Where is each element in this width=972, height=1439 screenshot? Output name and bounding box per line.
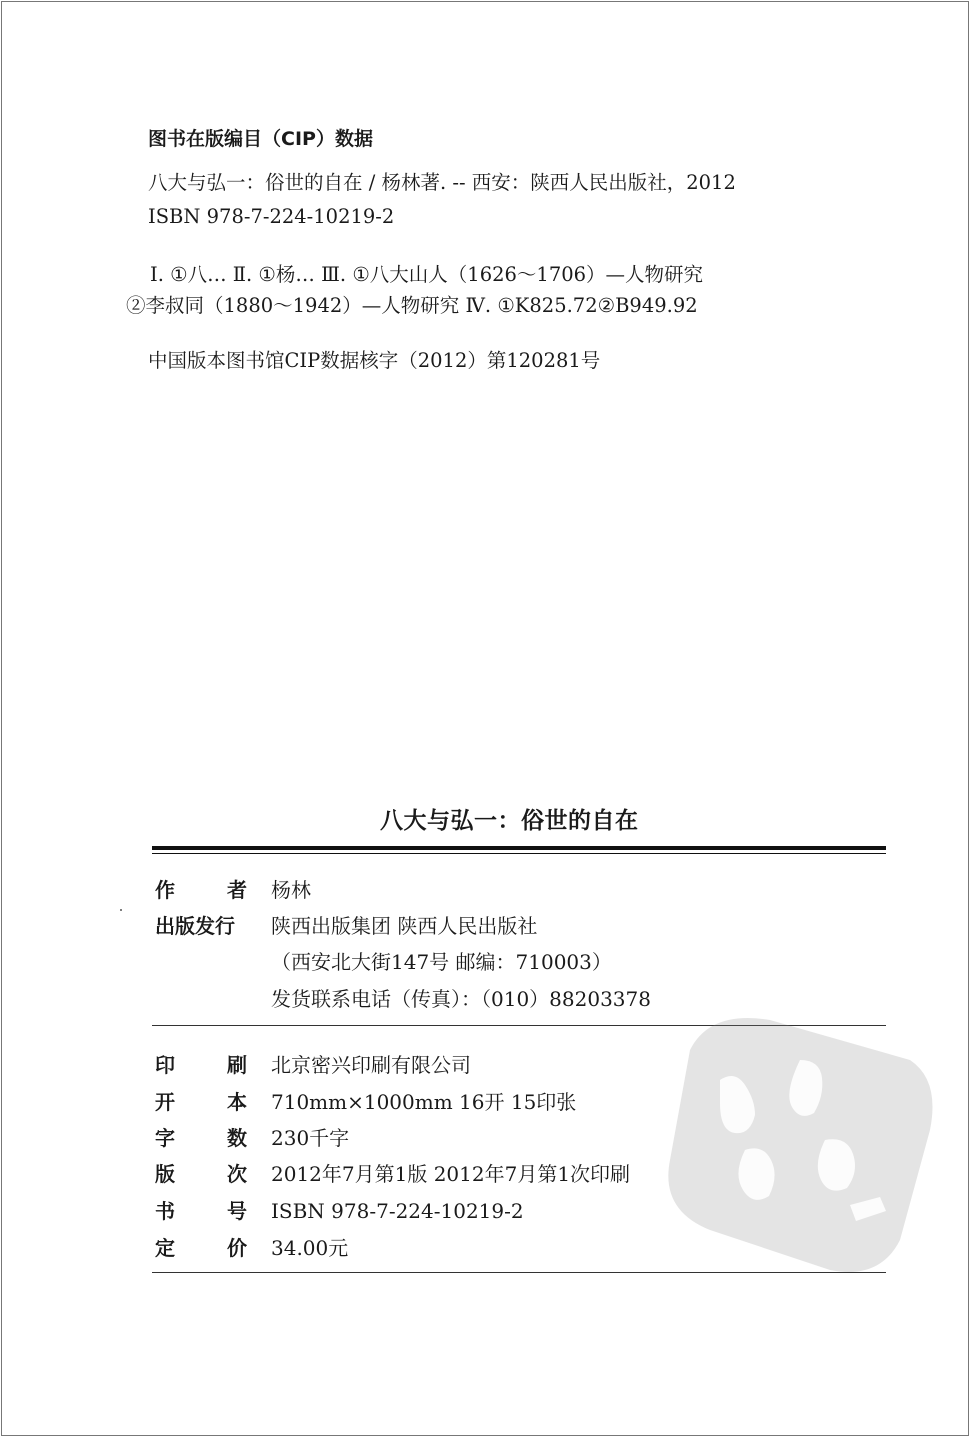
label-char-b: 刷: [227, 1053, 247, 1077]
imprint-author-row: [155, 874, 311, 903]
cip-line-title: 八大与弘一：俗世的自在 / 杨林著. -- 西安：陕西人民出版社，2012: [148, 171, 736, 194]
imprint-wordcount-row: [155, 1122, 349, 1151]
imprint-isbn-row: [155, 1195, 524, 1224]
imprint-publisher-value: 陕西出版集团 陕西人民出版社: [271, 914, 538, 938]
watermark-stamp-icon: [650, 990, 950, 1290]
imprint-wordcount-label: [155, 1122, 247, 1151]
label-char-b: 次: [227, 1162, 247, 1186]
label-char-b: 价: [227, 1236, 247, 1260]
imprint-isbn-label: [155, 1195, 247, 1224]
imprint-format-label: [155, 1086, 247, 1115]
imprint-publisher-phone: 发货联系电话（传真）：（010）88203378: [271, 987, 651, 1011]
label-char-b: 号: [227, 1199, 247, 1223]
imprint-edition-row: [155, 1158, 630, 1187]
label-char-b: 本: [227, 1090, 247, 1114]
imprint-format-row: [155, 1086, 576, 1115]
imprint-edition-label: [155, 1158, 247, 1187]
label-char-a: 字: [155, 1126, 175, 1150]
label-char-a: 开: [155, 1090, 175, 1114]
imprint-edition-value: 2012年7月第1版 2012年7月第1次印刷: [271, 1162, 631, 1186]
cip-line-classification-2: ②李叔同（1880～1942）—人物研究 Ⅳ. ①K825.72②B949.92: [126, 294, 698, 317]
imprint-price-row: [155, 1232, 348, 1261]
imprint-printer-label: [155, 1049, 247, 1078]
imprint-wordcount-value: 230千字: [271, 1126, 350, 1150]
title-rule-thin: [152, 853, 886, 854]
imprint-author-value: 杨林: [271, 878, 311, 902]
title-rule-thick: [152, 846, 886, 850]
imprint-price-value: 34.00元: [271, 1236, 349, 1260]
imprint-publisher-row: [155, 910, 537, 939]
label-char-b: 数: [227, 1126, 247, 1150]
imprint-printer-value: 北京密兴印刷有限公司: [271, 1053, 471, 1077]
cip-heading: 图书在版编目（CIP）数据: [148, 128, 373, 150]
cip-line-isbn: ISBN 978-7-224-10219-2: [148, 205, 395, 228]
imprint-isbn-value: ISBN 978-7-224-10219-2: [271, 1199, 524, 1223]
label-char-a: 定: [155, 1236, 175, 1260]
label-char-a: 版: [155, 1162, 175, 1186]
imprint-printer-row: [155, 1049, 471, 1078]
imprint-format-value: 710mm×1000mm 16开 15印张: [271, 1090, 577, 1114]
scan-speck: [120, 909, 122, 911]
label-char-a: 印: [155, 1053, 175, 1077]
imprint-publisher-label: 出版发行: [155, 914, 235, 938]
imprint-price-label: [155, 1232, 247, 1261]
label-char-b: 者: [227, 878, 247, 902]
book-title: 八大与弘一：俗世的自在: [380, 808, 639, 834]
imprint-author-label: [155, 874, 247, 903]
cip-line-record-number: 中国版本图书馆CIP数据核字（2012）第120281号: [148, 349, 601, 372]
imprint-publisher-address: （西安北大街147号 邮编：710003）: [271, 950, 612, 974]
label-char-a: 作: [155, 878, 175, 902]
cip-line-classification-1: Ⅰ. ①八… Ⅱ. ①杨… Ⅲ. ①八大山人（1626～1706）—人物研究: [150, 263, 704, 286]
label-char-a: 书: [155, 1199, 175, 1223]
